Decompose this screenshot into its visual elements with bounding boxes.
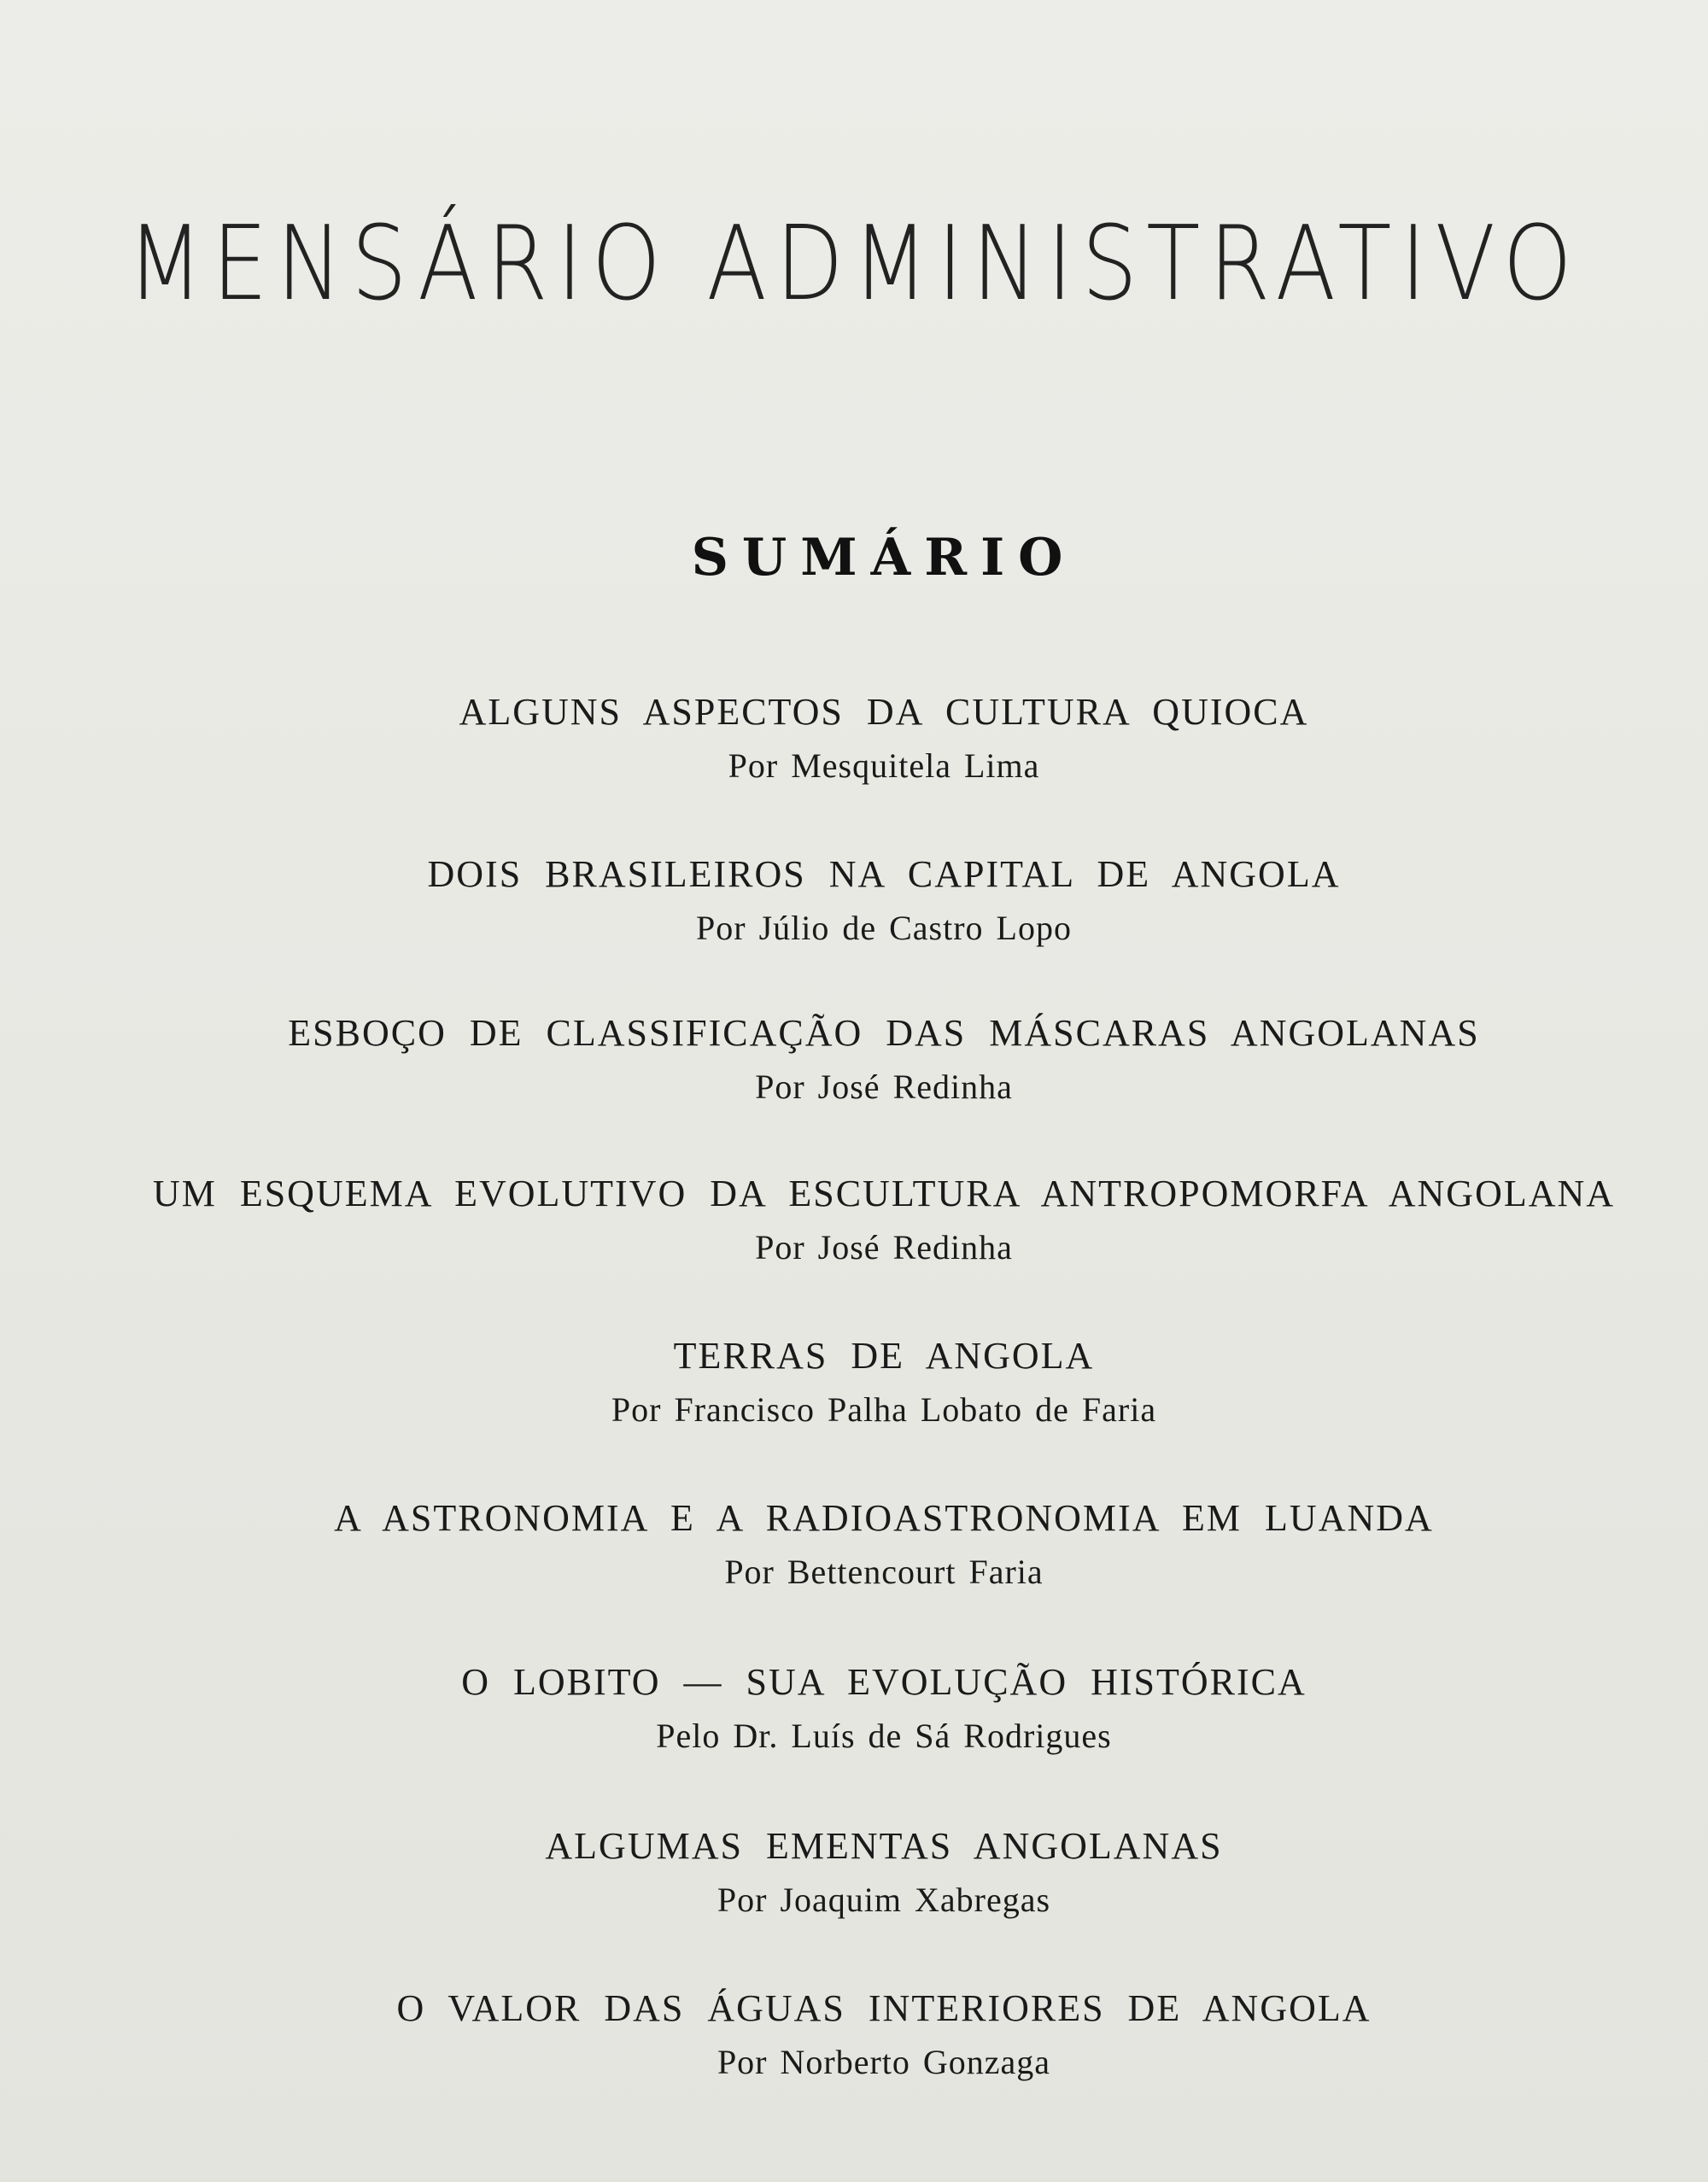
contents-entry — [0, 852, 1708, 948]
contents-entry — [0, 1172, 1708, 1267]
entry-title: UM ESQUEMA EVOLUTIVO DA ESCULTURA ANTROPOMORFA ANGOLANA — [152, 1173, 1616, 1214]
entry-title: ESBOÇO DE CLASSIFICAÇÃO DAS MÁSCARAS ANGOLANAS — [288, 1012, 1480, 1054]
entry-author: Por Mesquitela Lima — [728, 746, 1040, 785]
entry-author: Por Norberto Gonzaga — [717, 2043, 1051, 2081]
contents-entry — [0, 1824, 1708, 1920]
entry-author: Por Júlio de Castro Lopo — [696, 909, 1072, 947]
contents-entry — [0, 1986, 1708, 2082]
publication-title: MENSÁRIO ADMINISTRATIVO — [126, 205, 1582, 324]
entry-title: ALGUNS ASPECTOS DA CULTURA QUIOCA — [459, 691, 1309, 733]
entry-author: Por José Redinha — [755, 1068, 1013, 1106]
entry-author: Por José Redinha — [755, 1228, 1013, 1266]
contents-entry — [0, 1011, 1708, 1107]
contents-entry — [0, 690, 1708, 786]
entry-author: Pelo Dr. Luís de Sá Rodrigues — [656, 1717, 1112, 1755]
entry-author: Por Bettencourt Faria — [724, 1553, 1044, 1591]
entry-title: ALGUMAS EMENTAS ANGOLANAS — [545, 1825, 1223, 1867]
entry-title: DOIS BRASILEIROS NA CAPITAL DE ANGOLA — [427, 853, 1341, 895]
contents-entry — [0, 1496, 1708, 1592]
entry-title: O LOBITO — SUA EVOLUÇÃO HISTÓRICA — [461, 1661, 1307, 1703]
contents-heading: SUMÁRIO — [691, 528, 1077, 588]
contents-entry — [0, 1660, 1708, 1756]
entry-title: A ASTRONOMIA E A RADIOASTRONOMIA EM LUANDA — [334, 1497, 1434, 1539]
entry-author: Por Francisco Palha Lobato de Faria — [611, 1390, 1157, 1429]
contents-entry — [0, 1334, 1708, 1430]
entry-author: Por Joaquim Xabregas — [717, 1881, 1051, 1919]
entry-title: O VALOR DAS ÁGUAS INTERIORES DE ANGOLA — [396, 1987, 1372, 2029]
entry-title: TERRAS DE ANGOLA — [673, 1335, 1095, 1377]
